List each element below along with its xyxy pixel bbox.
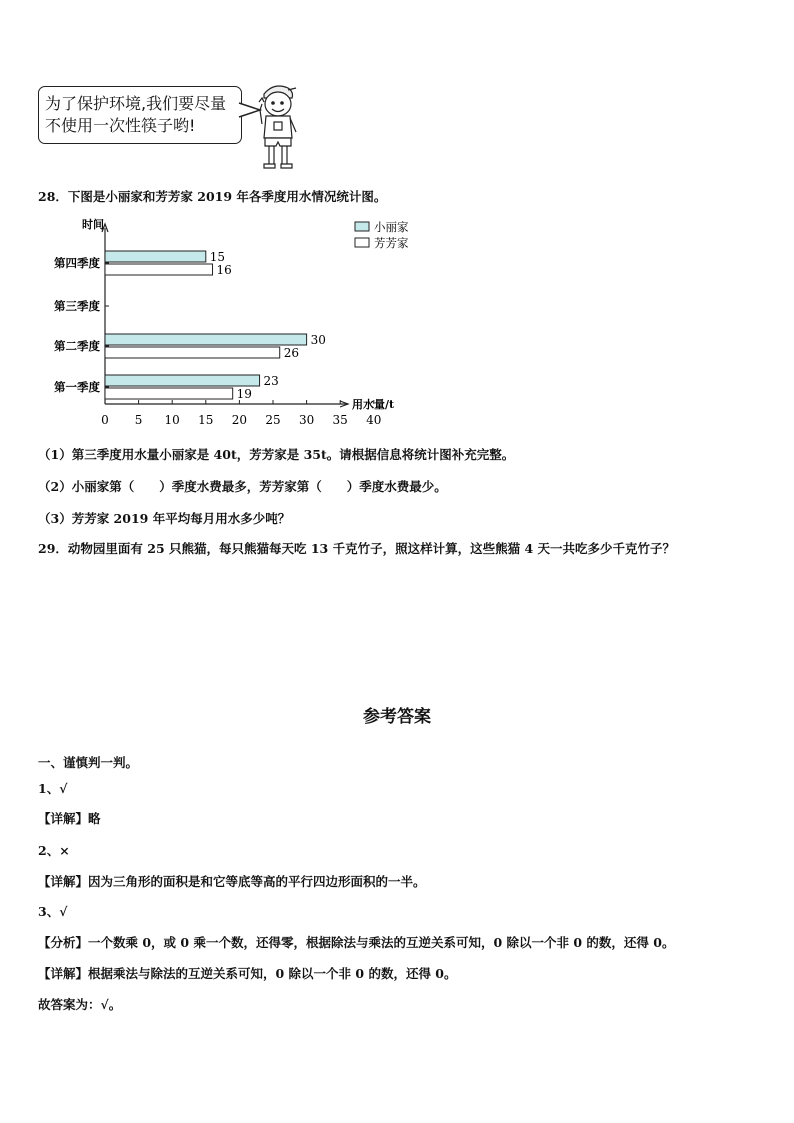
answer-line: 1、√	[38, 781, 68, 796]
question-28-part-3: （3）芳芳家 2019 年平均每月用水多少吨？	[38, 511, 291, 526]
legend-swatch	[355, 238, 369, 247]
answers-heading: 参考答案	[363, 707, 431, 727]
category-label: 第三季度	[54, 299, 100, 313]
answer-line: 【分析】一个数乘 0，或 0 乘一个数，还得零，根据除法与乘法的互逆关系可知，0 除以一个非 0 的数，还得 0。	[38, 935, 675, 950]
legend-label: 芳芳家	[374, 236, 409, 250]
answer-line: 【详解】因为三角形的面积是和它等底等高的平行四边形面积的一半。	[38, 874, 426, 889]
x-tick-label: 35	[332, 413, 348, 427]
x-tick-label: 25	[265, 413, 281, 427]
bubble-text-line-2: 不使用一次性筷子哟!	[45, 116, 196, 135]
legend-swatch	[355, 222, 369, 231]
bar-value-label: 19	[236, 387, 252, 401]
boy-illustration	[252, 80, 308, 172]
question-28-part-1: （1）第三季度用水量小丽家是 40t，芳芳家是 35t。请根据信息将统计图补充完整。	[38, 447, 515, 462]
x-tick-label: 15	[198, 413, 214, 427]
category-label: 第四季度	[54, 256, 100, 270]
speech-bubble	[38, 86, 242, 144]
x-tick-label: 10	[164, 413, 180, 427]
x-tick-label: 20	[231, 413, 248, 427]
bar-value-label: 30	[310, 333, 326, 347]
answer-line: 【详解】略	[38, 811, 101, 826]
answer-line: 【详解】根据乘法与除法的互逆关系可知，0 除以一个非 0 的数，还得 0。	[38, 966, 457, 981]
x-tick-label: 30	[298, 413, 315, 427]
x-axis-label: 用水量/t	[352, 398, 395, 411]
bar	[105, 334, 307, 345]
legend-label: 小丽家	[374, 220, 409, 234]
y-axis-label: 时间	[82, 218, 104, 231]
answer-line: 故答案为：√。	[38, 997, 122, 1012]
bar	[105, 347, 280, 358]
bar	[105, 375, 260, 386]
category-label: 第一季度	[54, 380, 100, 394]
category-label: 第二季度	[54, 339, 100, 353]
bar	[105, 264, 213, 275]
bubble-text-line-1: 为了保护环境,我们要尽量	[45, 94, 227, 113]
bar-value-label: 23	[263, 374, 279, 388]
answer-line: 2、×	[38, 843, 70, 858]
bar-value-label: 16	[216, 263, 232, 277]
water-usage-bar-chart	[30, 212, 430, 437]
question-28-part-2: （2）小丽家第（ ）季度水费最多，芳芳家第（ ）季度水费最少。	[38, 479, 447, 494]
x-tick-label: 5	[134, 413, 143, 427]
bar-value-label: 26	[283, 346, 300, 360]
answer-line: 3、√	[38, 904, 68, 919]
x-tick-label: 40	[366, 413, 382, 427]
bar-value-label: 15	[209, 250, 226, 264]
question-28-title: 28．下图是小丽家和芳芳家 2019 年各季度用水情况统计图。	[38, 189, 387, 204]
bar	[105, 388, 233, 399]
question-29-text: 29．动物园里面有 25 只熊猫，每只熊猫每天吃 13 千克竹子，照这样计算，这些熊猫 4 天一共吃多少千克竹子？	[38, 541, 675, 556]
bar	[105, 251, 206, 262]
answers-section-title: 一、谨慎判一判。	[38, 755, 139, 770]
x-tick-label: 0	[101, 413, 109, 427]
